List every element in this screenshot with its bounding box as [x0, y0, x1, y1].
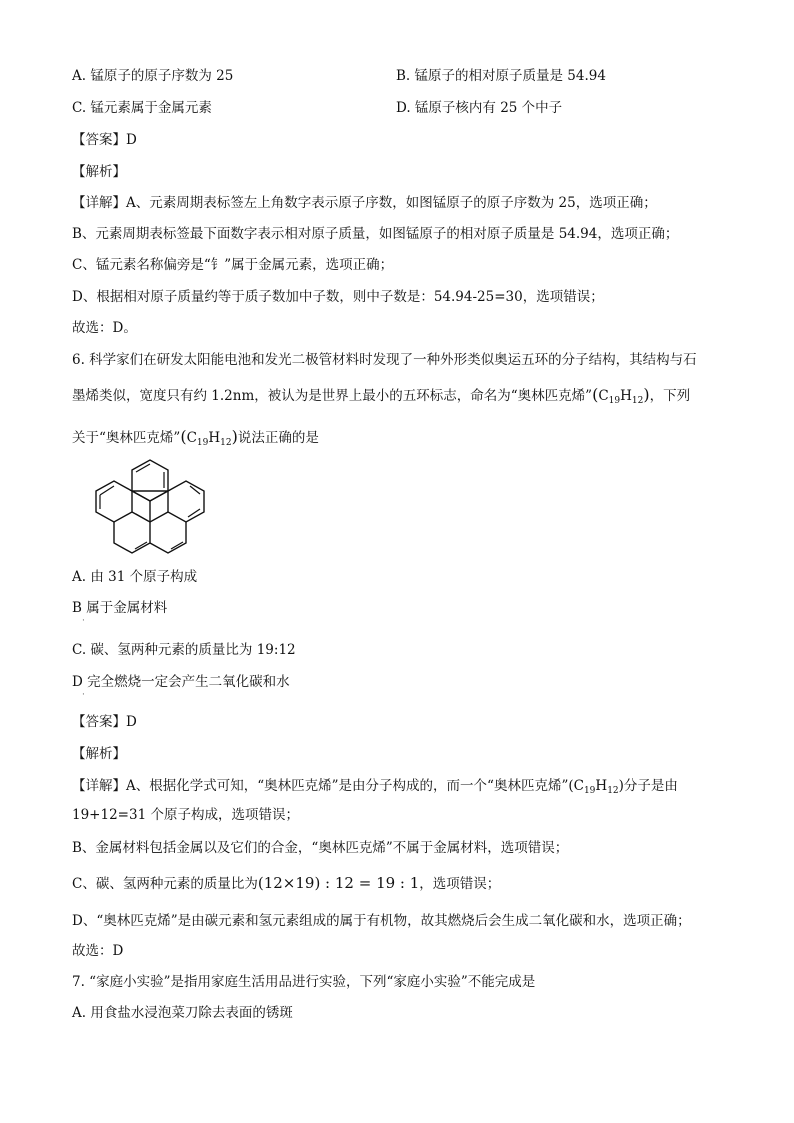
- q6-detail-c-text: C、碳、氢两种元素的质量比为: [72, 876, 258, 892]
- q6-detail-c-math: (12×19) : 12 = 19 : 1: [257, 874, 420, 892]
- q6-stem-line2-text: 墨烯类似，宽度只有约 1.2nm，被认为是世界上最小的五环标志，命名为“奥林匹克烯”: [72, 388, 593, 404]
- q5-detail-b: B、元素周期表标签最下面数字表示相对原子质量，如图锰原子的相对原子质量是 54.94，选项正确；: [72, 226, 679, 242]
- q6-option-c: C. 碳、氢两种元素的质量比为 19:12: [72, 642, 296, 658]
- q6-formula-inline-2: $C_{19}H_{12}$: [186, 430, 232, 448]
- q6-detail-a-line2: 19+12=31 个原子构成，选项错误；: [72, 807, 299, 823]
- q6-detail-c: C、碳、氢两种元素的质量比为(12×19) : 12 = 19 : 1，选项错误；: [72, 874, 501, 892]
- scan-dot: ·: [82, 616, 85, 626]
- q5-option-c: C. 锰元素属于金属元素: [72, 100, 212, 116]
- q6-stem-line3-text: 关于“奥林匹克烯”: [72, 430, 181, 446]
- q6-option-d: D 完全燃烧一定会产生二氧化碳和水: [72, 674, 290, 690]
- q6-conclusion: 故选：D: [72, 943, 124, 959]
- olympicene-structure-diagram: [70, 458, 230, 558]
- q6-detail-a-line1: 【详解】A、根据化学式可知，“奥林匹克烯”是由分子构成的，而一个“奥林匹克烯$”(C_{19}H_{12})$分子是由: [72, 778, 678, 796]
- q6-option-b: B 属于金属材料: [72, 600, 168, 616]
- q5-option-d: D. 锰原子核内有 25 个中子: [396, 100, 563, 116]
- ring-bottom-left: [114, 522, 150, 553]
- q6-stem-line3-tail: 说法正确的是: [237, 430, 319, 446]
- q5-detail-d: D、根据相对原子质量约等于质子数加中子数，则中子数是：54.94-25=30，选项错误；: [72, 289, 604, 305]
- q7-stem: 7. “家庭小实验”是指用家庭生活用品进行实验，下列“家庭小实验”不能完成是: [72, 974, 536, 990]
- q6-answer: 【答案】D: [72, 714, 137, 730]
- q5-detail-a: 【详解】A、元素周期表标签左上角数字表示原子序数，如图锰原子的原子序数为 25，选项正确；: [72, 195, 657, 211]
- q6-stem-line2: 墨烯类似，宽度只有约 1.2nm，被认为是世界上最小的五环标志，命名为“奥林匹克烯$”(C_{19}H_{12})$，下列: [72, 385, 691, 406]
- q6-formula-inline-1: $C_{19}H_{12}$: [598, 388, 644, 406]
- q6-stem-line1: 6. 科学家们在研发太阳能电池和发光二极管材料时发现了一种外形类似奥运五环的分子结构，其结构与石: [72, 352, 697, 368]
- molecule-bonds: [96, 460, 204, 553]
- q6-stem-line2-tail: ，下列: [649, 388, 691, 404]
- q6-stem-line3: 关于“奥林匹克烯$”(C_{19}H_{12})$说法正确的是: [72, 427, 319, 448]
- q7-option-a: A. 用食盐水浸泡菜刀除去表面的锈斑: [72, 1005, 293, 1021]
- q5-detail-c: C、锰元素名称偏旁是“钅”属于金属元素，选项正确；: [72, 257, 394, 273]
- q6-detail-a-text: 【详解】A、根据化学式可知，“奥林匹克烯”是由分子构成的，而一个“奥林匹克烯”(C: [72, 778, 584, 794]
- q6-analysis-label: 【解析】: [72, 746, 126, 762]
- ring-center-top: [132, 491, 168, 501]
- q6-detail-d: D、“奥林匹克烯”是由碳元素和氢元素组成的属于有机物，故其燃烧后会生成二氧化碳和水，选项正确；: [72, 913, 691, 929]
- q6-option-a: A. 由 31 个原子构成: [72, 569, 198, 585]
- q5-conclusion: 故选：D。: [72, 320, 137, 336]
- scan-dot: ·: [82, 690, 85, 700]
- ring-top-middle: [132, 460, 168, 501]
- q5-option-a: A. 锰原子的原子序数为 25: [72, 68, 234, 84]
- ring-bottom-right: [150, 522, 186, 553]
- q5-answer: 【答案】D: [72, 132, 137, 148]
- q6-detail-b: B、金属材料包括金属以及它们的合金，“奥林匹克烯”不属于金属材料，选项错误；: [72, 840, 569, 856]
- q5-analysis-label: 【解析】: [72, 164, 126, 180]
- ring-left: [96, 481, 132, 522]
- ring-right: [168, 481, 204, 522]
- q5-option-b: B. 锰原子的相对原子质量是 54.94: [396, 68, 606, 84]
